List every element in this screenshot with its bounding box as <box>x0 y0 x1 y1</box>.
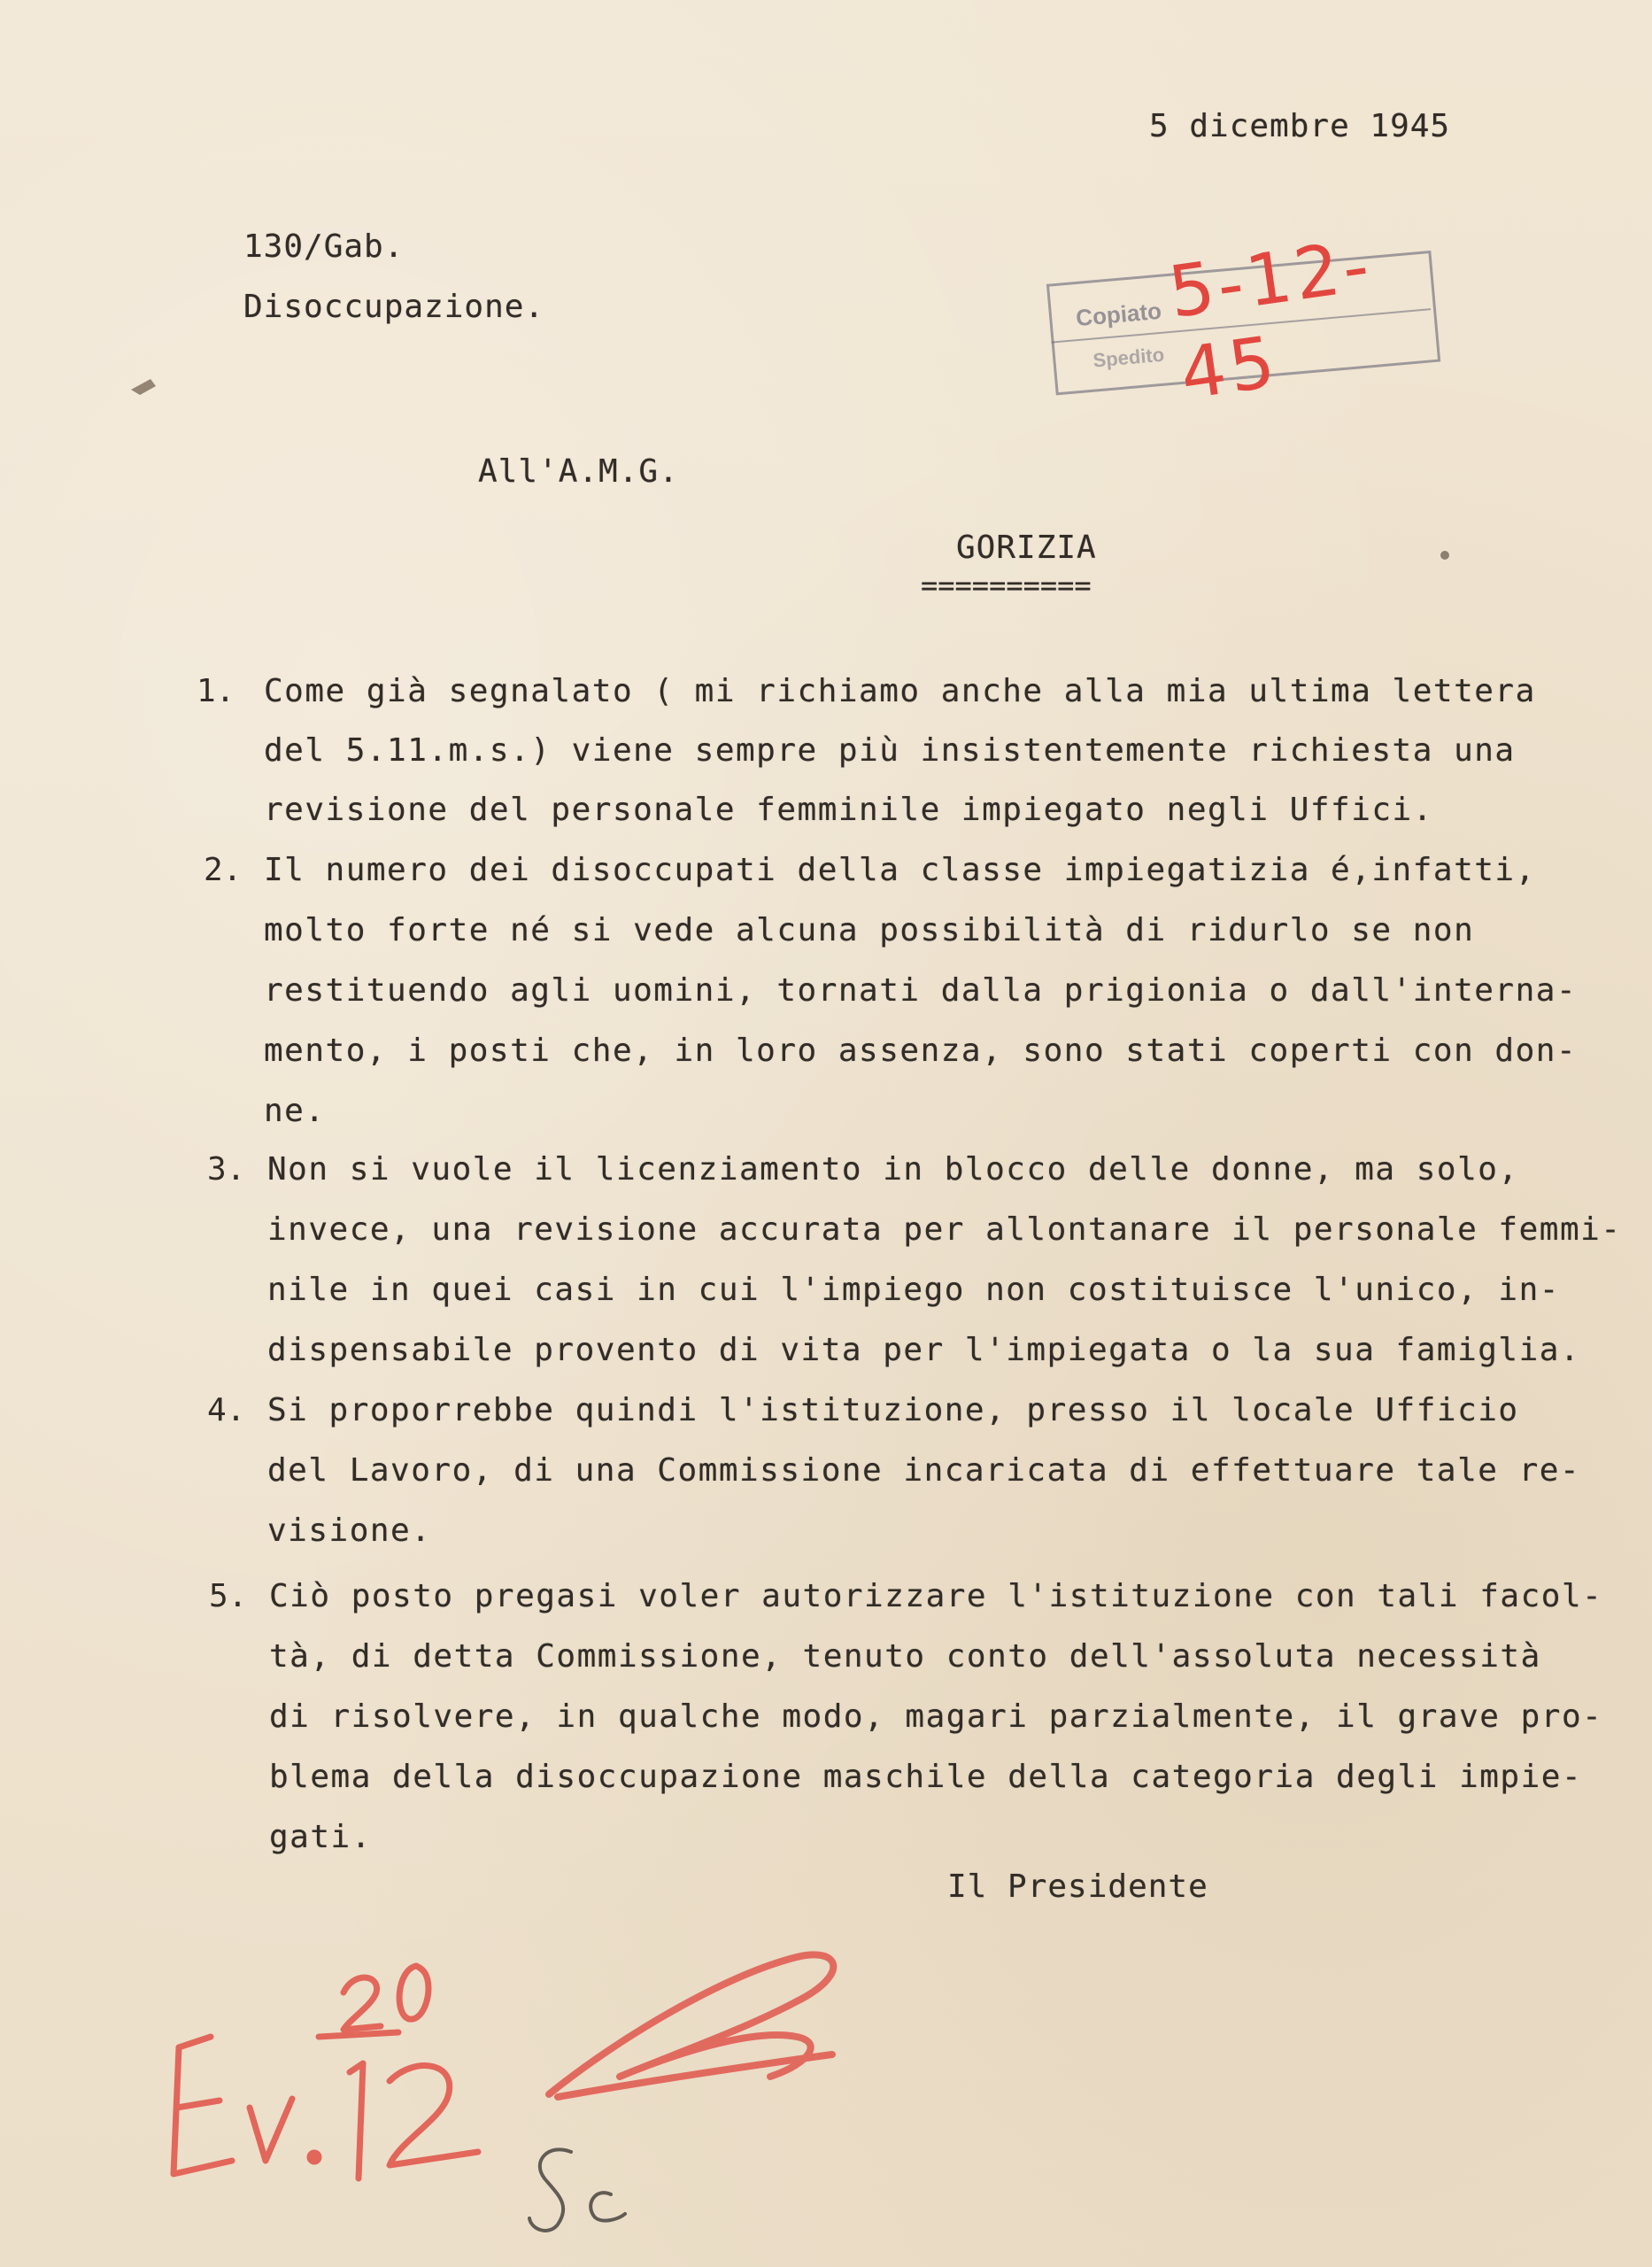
red-note-underline <box>319 2032 398 2037</box>
paragraph-line: Ciò posto pregasi voler autorizzare l'istituzione con tali facol- <box>269 1578 1603 1614</box>
paragraph-line: Si proporrebbe quindi l'istituzione, presso il locale Ufficio <box>267 1392 1519 1428</box>
paragraph-line: di risolvere, in qualche modo, magari parzialmente, il grave pro- <box>269 1698 1603 1735</box>
red-note-sup-0 <box>399 1966 428 2019</box>
paragraph-line: tà, di detta Commissione, tenuto conto dell'assoluta necessità <box>269 1638 1541 1675</box>
letter-date: 5 dicembre 1945 <box>1149 108 1451 144</box>
stamp-label: Copiato <box>1075 297 1163 332</box>
red-note-digit-1 <box>350 2063 363 2178</box>
red-note-letter-e-bar <box>177 2101 220 2108</box>
pencil-letter-s <box>529 2149 571 2231</box>
paragraph-line: Il numero dei disoccupati della classe impiegatizia é,infatti, <box>264 852 1536 888</box>
paragraph-number: 4. <box>207 1392 246 1428</box>
paragraph-line: restituendo agli uomini, tornati dalla prigionia o dall'interna- <box>264 972 1578 1009</box>
paragraph-line: mento, i posti che, in loro assenza, sono stati coperti con don- <box>264 1033 1578 1069</box>
paragraph-number: 1. <box>197 673 235 709</box>
paragraph-line: dispensabile provento di vita per l'impiegata o la sua famiglia. <box>267 1332 1581 1368</box>
red-note-sup-2 <box>344 1977 381 2030</box>
paragraph-line: visione. <box>267 1513 432 1549</box>
signature-title: Il Presidente <box>947 1869 1208 1905</box>
paragraph-line: Come già segnalato ( mi richiamo anche alla mia ultima lettera <box>264 673 1536 709</box>
red-pencil-note <box>174 1966 478 2178</box>
red-pencil-signature <box>549 1954 833 2097</box>
paragraph-number: 2. <box>204 852 243 888</box>
paragraph-line: Non si vuole il licenziamento in blocco delle donne, ma solo, <box>267 1151 1519 1188</box>
letter-subject: Disoccupazione. <box>243 289 545 325</box>
paragraph-number: 3. <box>207 1151 246 1188</box>
city-heading: GORIZIA <box>956 530 1097 566</box>
paragraph-line: nile in quei casi in cui l'impiego non costituisce l'unico, in- <box>267 1272 1560 1308</box>
stamp-label-secondary: Spedito <box>1092 343 1166 372</box>
stamp-handwritten-date: 5-12-45 <box>1163 223 1378 416</box>
red-note-digit-2 <box>390 2066 478 2165</box>
paragraph-line: ne. <box>264 1093 326 1129</box>
paragraph-number: 5. <box>209 1578 248 1614</box>
addressee: All'A.M.G. <box>478 453 679 490</box>
paragraph-line: molto forte né si vede alcuna possibilità di ridurlo se non <box>264 912 1475 948</box>
protocol-number: 130/Gab. <box>243 228 405 265</box>
paragraph-line: del Lavoro, di una Commissione incaricata di effettuare tale re- <box>267 1452 1581 1489</box>
paragraph-line: invece, una revisione accurata per allontanare il personale femmi- <box>267 1211 1622 1248</box>
paragraph-line: del 5.11.m.s.) viene sempre più insistentemente richiesta una <box>264 732 1516 769</box>
city-underline: ========== <box>921 569 1092 602</box>
paragraph-line: gati. <box>269 1819 372 1855</box>
paragraph-line: revisione del personale femminile impiegato negli Uffici. <box>264 792 1433 828</box>
paragraph-line: blema della disoccupazione maschile della categoria degli impie- <box>269 1759 1583 1795</box>
red-note-letter-v <box>250 2099 292 2161</box>
pencil-letter-c <box>591 2193 625 2220</box>
red-note-dot <box>310 2153 319 2162</box>
paper-speck <box>1440 551 1449 560</box>
pencil-initials <box>529 2149 625 2231</box>
ink-blot <box>131 379 156 395</box>
